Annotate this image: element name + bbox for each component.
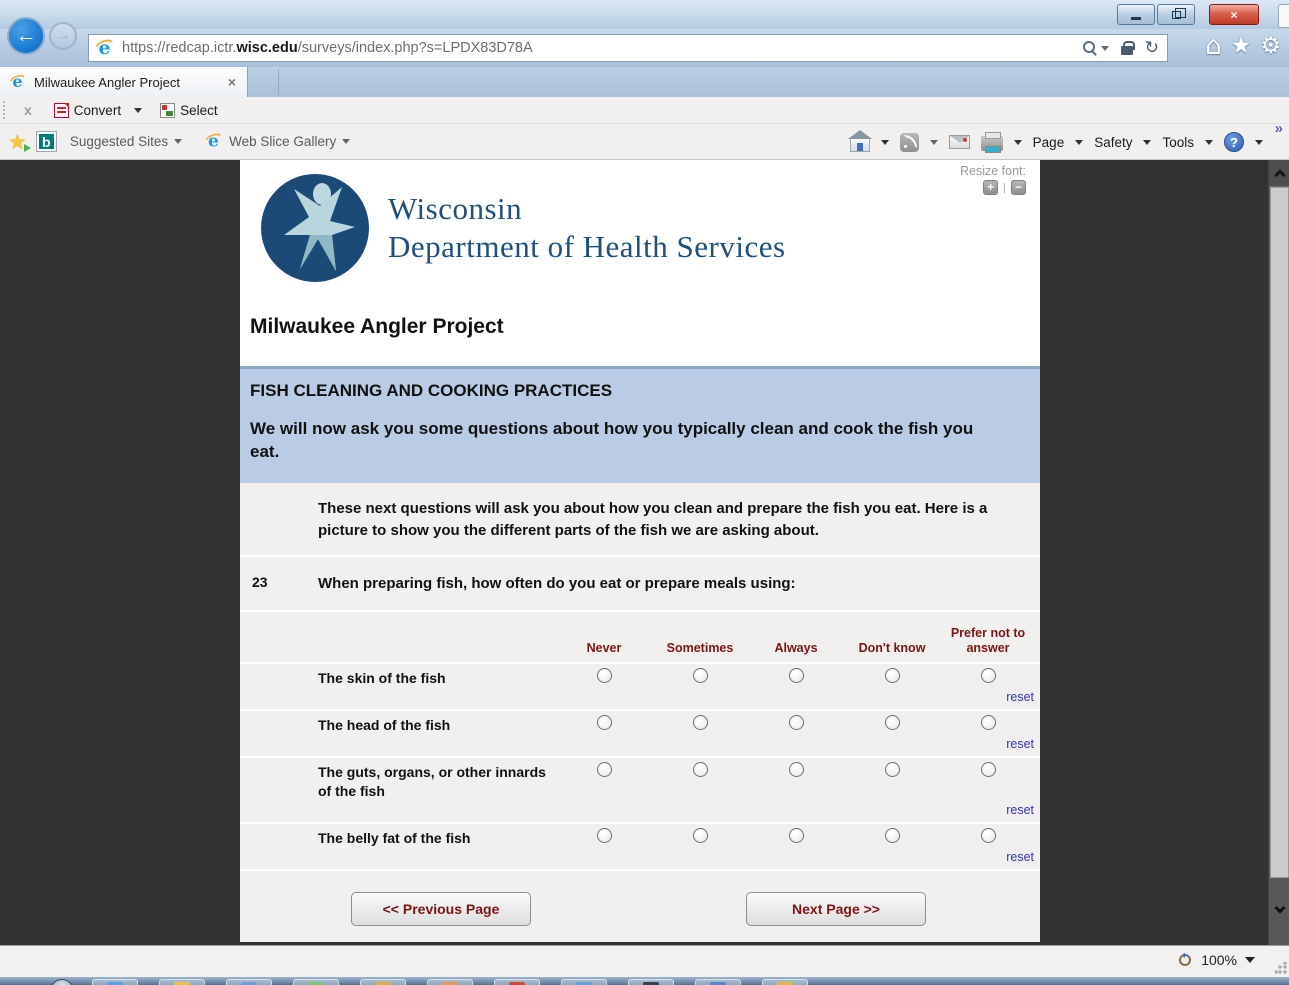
- home-caret-icon[interactable]: [881, 140, 889, 145]
- radio-button[interactable]: [885, 668, 900, 683]
- taskbar-app-button[interactable]: [695, 979, 741, 985]
- safety-caret-icon: [1143, 140, 1151, 145]
- help-button[interactable]: ?: [1224, 132, 1244, 152]
- taskbar-app-button[interactable]: [159, 979, 205, 985]
- radio-button[interactable]: [597, 668, 612, 683]
- toolbar-grip[interactable]: [3, 101, 6, 119]
- home-command-icon[interactable]: [850, 138, 870, 152]
- print-icon[interactable]: [981, 136, 1003, 151]
- desktop-gadget-sliver: [1278, 4, 1289, 28]
- column-header-sometimes: Sometimes: [666, 641, 734, 655]
- question-area: [240, 483, 1040, 942]
- section-header: [240, 366, 1040, 483]
- zoom-level: 100%: [1201, 952, 1237, 968]
- url-domain: wisc.edu: [236, 40, 298, 56]
- table-row: [240, 709, 1040, 756]
- instructions-text: These next questions will ask you about how you clean and prepare the fish you eat. Here is a picture to show you the different parts of the fish we are asking about.: [240, 483, 1040, 557]
- radio-button[interactable]: [693, 668, 708, 683]
- column-header-always: Always: [774, 641, 818, 655]
- radio-button[interactable]: [981, 828, 996, 843]
- row-label-belly-fat: The belly fat of the fish: [318, 830, 471, 846]
- vertical-scrollbar[interactable]: [1268, 160, 1289, 945]
- windows-taskbar[interactable]: [0, 977, 1289, 985]
- next-page-button[interactable]: Next Page >>: [746, 892, 926, 926]
- search-icon: [1083, 41, 1097, 55]
- radio-button[interactable]: [981, 762, 996, 777]
- radio-button[interactable]: [789, 715, 804, 730]
- favorites-button[interactable]: ★: [1230, 33, 1252, 59]
- question-number: 23: [252, 574, 268, 590]
- maximize-button[interactable]: [1157, 4, 1195, 25]
- column-header-prefer-not: Prefer not to answer: [950, 626, 1026, 655]
- row-label-skin: The skin of the fish: [318, 670, 446, 686]
- taskbar-app-button[interactable]: [628, 979, 674, 985]
- convert-button[interactable]: Convert: [54, 103, 142, 118]
- maximize-icon: [1172, 11, 1181, 19]
- settings-gear-button[interactable]: ⚙: [1260, 33, 1281, 59]
- tab-close-icon[interactable]: ×: [227, 74, 236, 90]
- table-row: [240, 822, 1040, 869]
- reset-link[interactable]: reset: [1006, 737, 1034, 751]
- resize-font-label: Resize font:: [959, 164, 1026, 178]
- radio-button[interactable]: [885, 715, 900, 730]
- start-orb-icon[interactable]: [50, 979, 74, 985]
- page-title: Milwaukee Angler Project: [250, 315, 504, 338]
- more-toolbar-items-icon[interactable]: »: [1274, 120, 1281, 137]
- section-title: FISH CLEANING AND COOKING PRACTICES: [250, 381, 613, 400]
- column-header-never: Never: [586, 641, 622, 655]
- radio-button[interactable]: [981, 715, 996, 730]
- zoom-control[interactable]: [1178, 952, 1255, 968]
- stop-toolbar-icon[interactable]: x: [24, 102, 32, 118]
- chevron-up-icon: [1274, 169, 1285, 180]
- url-text[interactable]: https://redcap.ictr.wisc.edu/surveys/index.php?s=LPDX83D78A: [122, 40, 533, 56]
- forward-button[interactable]: [49, 22, 77, 50]
- radio-button[interactable]: [885, 762, 900, 777]
- select-button[interactable]: Select: [160, 103, 218, 118]
- web-slice-gallery-button[interactable]: e Web Slice Gallery: [204, 132, 350, 151]
- window-title-bar: [0, 0, 1289, 29]
- scroll-up-button[interactable]: [1269, 160, 1289, 187]
- resize-font-separator: |: [1003, 181, 1006, 194]
- web-slice-caret-icon: [342, 139, 350, 144]
- add-favorite-icon[interactable]: ★: [8, 129, 27, 154]
- radio-button[interactable]: [693, 715, 708, 730]
- taskbar-app-button[interactable]: [360, 979, 406, 985]
- address-bar[interactable]: [88, 34, 1168, 62]
- question-text: When preparing fish, how often do you eat or prepare meals using:: [318, 575, 796, 592]
- web-slice-icon: e: [205, 133, 222, 150]
- taskbar-app-button[interactable]: [427, 979, 473, 985]
- rss-feed-icon[interactable]: [900, 133, 919, 152]
- back-button[interactable]: [7, 17, 45, 55]
- taskbar-app-button[interactable]: [762, 979, 808, 985]
- radio-button[interactable]: [693, 828, 708, 843]
- dhs-logo: [260, 173, 786, 283]
- back-icon: ←: [15, 24, 37, 47]
- previous-page-button[interactable]: << Previous Page: [351, 892, 531, 926]
- table-row: [240, 662, 1040, 709]
- row-label-guts: The guts, organs, or other innards of the fish: [318, 764, 546, 799]
- section-subtitle: We will now ask you some questions about how you typically clean and cook the fish you eat.: [250, 419, 974, 461]
- row-label-head: The head of the fish: [318, 717, 451, 733]
- radio-button[interactable]: [981, 668, 996, 683]
- radio-button[interactable]: [597, 828, 612, 843]
- tab-milwaukee-angler-project[interactable]: [0, 67, 248, 97]
- page-caret-icon: [1075, 140, 1083, 145]
- forward-icon: →: [55, 27, 71, 44]
- radio-button[interactable]: [789, 762, 804, 777]
- dhs-logo-icon: [260, 173, 370, 283]
- tab-favicon-icon: e: [9, 74, 25, 90]
- font-increase-button[interactable]: +: [983, 180, 998, 195]
- suggested-sites-button[interactable]: b Suggested Sites: [37, 132, 182, 151]
- navigation-bar: [0, 24, 1289, 67]
- matrix-header-row: [240, 612, 1040, 662]
- scroll-down-button[interactable]: [1269, 895, 1289, 925]
- browser-toolbar: [0, 97, 1289, 124]
- close-icon: ×: [1230, 7, 1238, 22]
- font-decrease-button[interactable]: −: [1011, 180, 1026, 195]
- reset-link[interactable]: reset: [1006, 850, 1034, 864]
- radio-button[interactable]: [597, 762, 612, 777]
- taskbar-app-button[interactable]: [561, 979, 607, 985]
- rss-caret-icon[interactable]: [930, 140, 938, 145]
- print-caret-icon[interactable]: [1014, 140, 1022, 145]
- browser-viewport: [0, 160, 1289, 945]
- tab-title: Milwaukee Angler Project: [34, 74, 180, 90]
- zoom-caret-icon[interactable]: [1245, 957, 1255, 963]
- page-menu-button[interactable]: Page: [1032, 134, 1065, 150]
- page-favicon-icon: e: [95, 39, 114, 58]
- home-button[interactable]: ⌂: [1205, 31, 1222, 61]
- minimize-icon: [1131, 17, 1141, 20]
- reset-link[interactable]: reset: [1006, 803, 1034, 817]
- search-button[interactable]: [1083, 41, 1109, 55]
- column-header-dont-know: Don't know: [858, 641, 926, 655]
- tools-caret-icon: [1205, 140, 1213, 145]
- refresh-button[interactable]: ↻: [1144, 38, 1159, 58]
- read-mail-icon[interactable]: [949, 135, 970, 149]
- question-row: [240, 557, 1040, 612]
- help-caret-icon: [1255, 140, 1263, 145]
- select-icon: [160, 103, 175, 118]
- taskbar-app-button[interactable]: [293, 979, 339, 985]
- suggested-sites-caret-icon: [174, 139, 182, 144]
- tab-divider: [278, 69, 279, 95]
- radio-button[interactable]: [789, 668, 804, 683]
- dhs-logo-text: Wisconsin Department of Health Services: [388, 191, 786, 264]
- tools-menu-button[interactable]: Tools: [1162, 134, 1194, 150]
- taskbar-app-button[interactable]: [92, 979, 138, 985]
- radio-button[interactable]: [693, 762, 708, 777]
- close-button[interactable]: [1209, 4, 1259, 25]
- survey-page: [240, 160, 1040, 942]
- reset-link[interactable]: reset: [1006, 690, 1034, 704]
- radio-button[interactable]: [885, 828, 900, 843]
- security-lock-icon[interactable]: [1121, 46, 1133, 55]
- scrollbar-thumb[interactable]: [1270, 187, 1289, 878]
- bing-icon: b: [37, 132, 56, 151]
- taskbar-app-button[interactable]: [494, 979, 540, 985]
- chevron-down-icon: [1274, 902, 1285, 913]
- radio-button[interactable]: [789, 828, 804, 843]
- resize-grip[interactable]: [1275, 962, 1287, 974]
- command-bar: [850, 124, 1263, 160]
- pdf-convert-icon: [54, 103, 69, 118]
- search-caret-icon: [1101, 46, 1109, 51]
- taskbar-app-button[interactable]: [226, 979, 272, 985]
- minimize-button[interactable]: [1117, 4, 1155, 25]
- tab-strip: [0, 67, 1289, 97]
- resize-font-control: [960, 164, 1026, 195]
- convert-caret-icon: [134, 108, 142, 113]
- table-row: [240, 756, 1040, 822]
- safety-menu-button[interactable]: Safety: [1094, 134, 1133, 150]
- radio-button[interactable]: [597, 715, 612, 730]
- zoom-magnifier-icon: [1178, 953, 1193, 968]
- status-bar: [0, 945, 1289, 977]
